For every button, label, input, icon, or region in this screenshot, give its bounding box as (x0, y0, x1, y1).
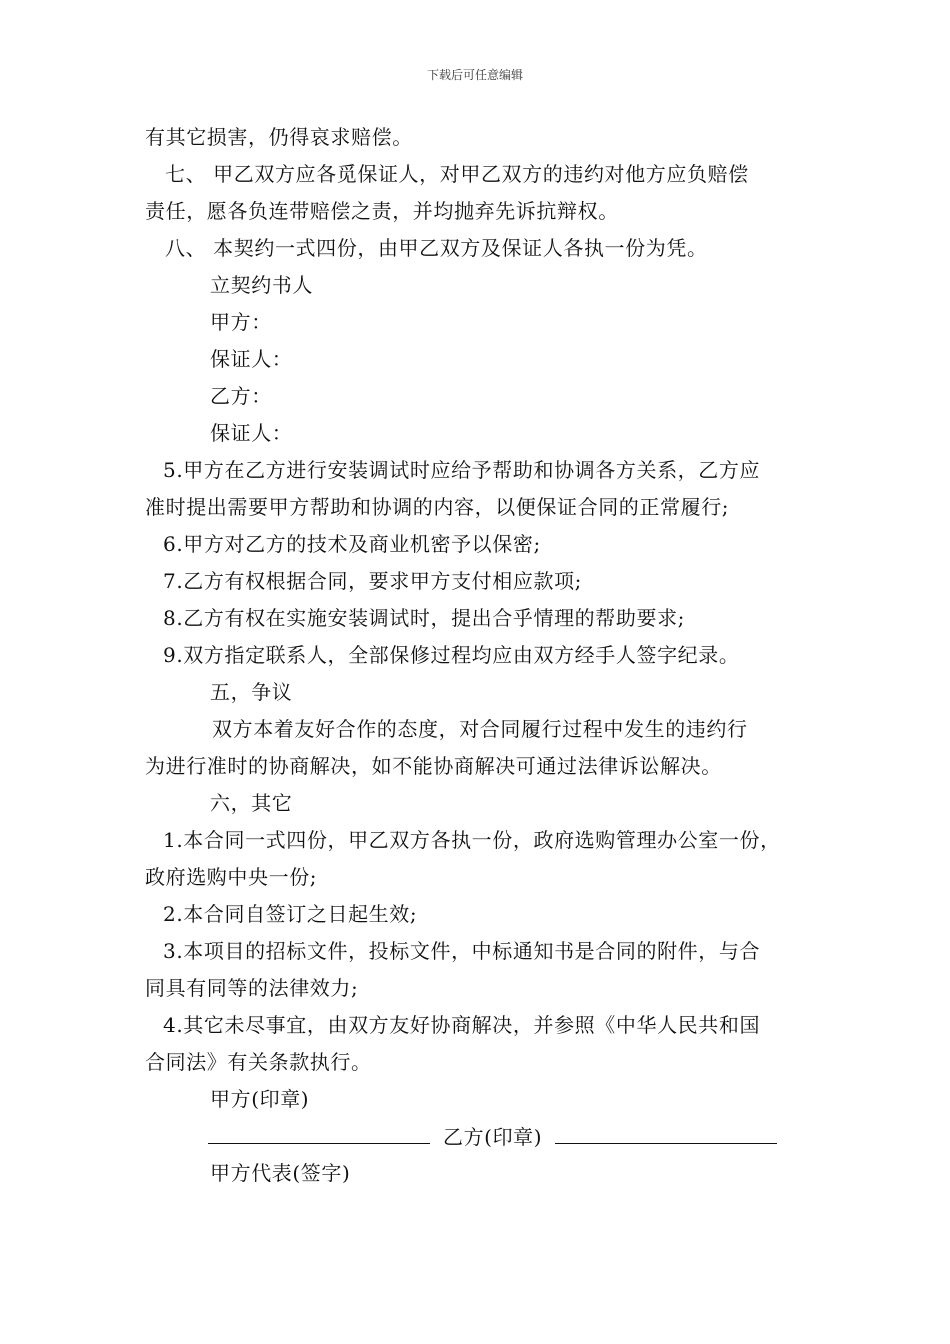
party-a-label: 甲方： (210, 310, 272, 334)
item-8: 8.乙方有权在实施安装调试时，提出合乎情理的帮助要求; (163, 606, 686, 630)
dispute-paragraph-line-2: 为进行准时的协商解决，如不能协商解决可通过法律诉讼解决。 (145, 754, 722, 778)
party-b-seal-label: 乙方(印章) (442, 1125, 543, 1149)
item-9: 9.双方指定联系人，全部保修过程均应由双方经手人签字纪录。 (163, 643, 740, 667)
item-7: 7.乙方有权根据合同，要求甲方支付相应款项; (163, 569, 583, 593)
clause-8: 八、 本契约一式四份，由甲乙双方及保证人各执一份为凭。 (165, 236, 708, 260)
other-item-2: 2.本合同自签订之日起生效; (163, 902, 418, 926)
other-item-3-line-2: 同具有同等的法律效力; (145, 976, 359, 1000)
party-b-label: 乙方： (210, 384, 272, 408)
page-header: 下载后可任意编辑 (426, 68, 523, 82)
other-item-1-line-2: 政府选购中央一份; (145, 865, 318, 889)
clause-7-line-1: 七、 甲乙双方应各觅保证人，对甲乙双方的违约对他方应负赔偿 (165, 162, 749, 186)
signature-row (208, 1123, 777, 1150)
other-item-4-line-1: 4.其它未尽事宜，由双方友好协商解决，并参照《中华人民共和国 (163, 1013, 761, 1037)
other-item-4-line-2: 合同法》有关条款执行。 (145, 1050, 372, 1074)
party-a-representative-label: 甲方代表(签字) (210, 1161, 351, 1185)
guarantor-label: 保证人： (210, 347, 293, 371)
section-5-heading: 五，争议 (210, 680, 293, 704)
item-6: 6.甲方对乙方的技术及商业机密予以保密; (163, 532, 541, 556)
signature-blank-left (208, 1123, 430, 1144)
item-5-line-2: 准时提出需要甲方帮助和协调的内容，以便保证合同的正常履行; (145, 495, 730, 519)
section-6-heading: 六，其它 (210, 791, 293, 815)
signatories-heading: 立契约书人 (210, 273, 313, 297)
party-a-seal-label: 甲方(印章) (210, 1087, 310, 1111)
guarantor-label: 保证人： (210, 421, 293, 445)
other-item-1-line-1: 1.本合同一式四份，甲乙双方各执一份，政府选购管理办公室一份， (163, 828, 781, 852)
other-item-3-line-1: 3.本项目的招标文件，投标文件，中标通知书是合同的附件，与合 (163, 939, 761, 963)
dispute-paragraph-line-1: 双方本着友好合作的态度，对合同履行过程中发生的违约行 (212, 717, 748, 741)
signature-blank-right (555, 1123, 777, 1144)
text-line: 有其它损害，仍得哀求赔偿。 (145, 125, 413, 149)
clause-7-line-2: 责任，愿各负连带赔偿之责，并均抛弃先诉抗辩权。 (145, 199, 619, 223)
item-5-line-1: 5.甲方在乙方进行安装调试时应给予帮助和协调各方关系，乙方应 (163, 458, 761, 482)
